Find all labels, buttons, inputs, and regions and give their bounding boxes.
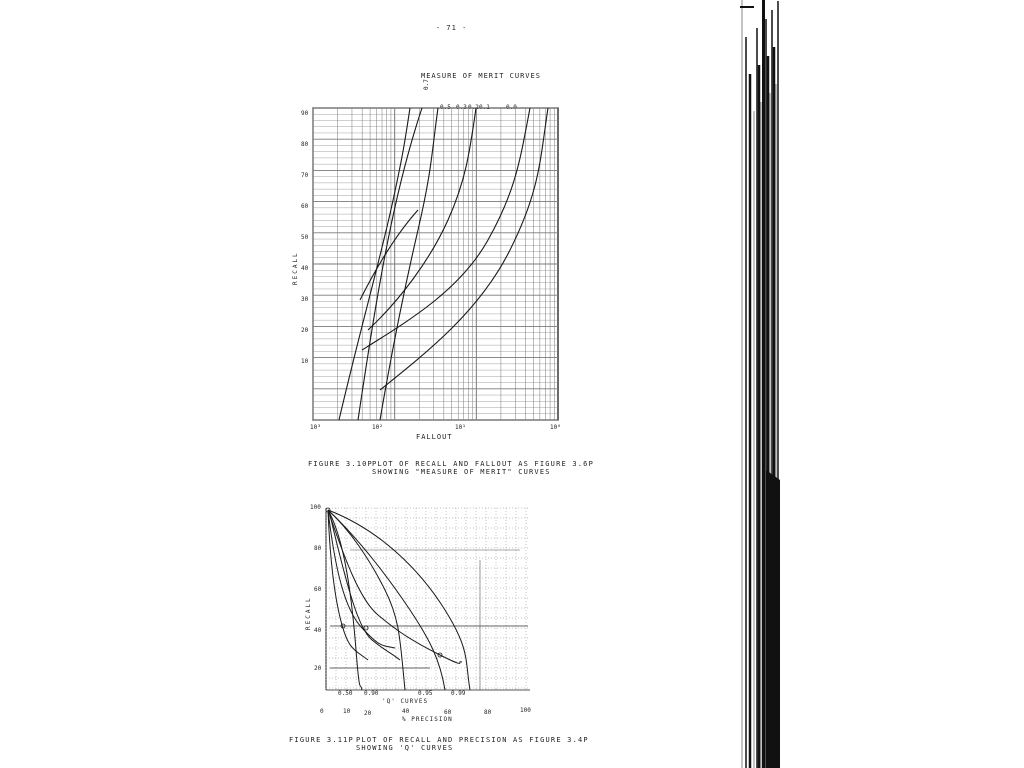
y-tick-label: 80 [301, 141, 309, 148]
bottom-y-tick-label: 20 [314, 665, 322, 672]
figure-3-11-caption-line2: SHOWING 'Q' CURVES [356, 744, 454, 752]
q-value-label: 0.99 [451, 690, 466, 697]
y-tick-label: 50 [301, 234, 309, 241]
merit-label: 0.3 [456, 104, 467, 111]
x-tick-label: 10⁰ [550, 424, 561, 431]
y-tick-label: 20 [301, 327, 309, 334]
bottom-x-tick-label: 10 [343, 708, 351, 715]
y-tick-label: 60 [301, 203, 309, 210]
top-x-axis-title: FALLOUT [416, 433, 453, 441]
bottom-y-tick-label: 100 [310, 504, 321, 511]
top-figure-heading: MEASURE OF MERIT CURVES [421, 72, 541, 80]
figure-3-10-caption-line1: PLOT OF RECALL AND FALLOUT AS FIGURE 3.6P [372, 460, 594, 468]
bottom-x-tick-label: 60 [444, 709, 452, 716]
bottom-x-tick-label: 80 [484, 709, 492, 716]
x-tick-label: 10³ [310, 424, 321, 431]
bottom-y-axis-title: RECALL [305, 596, 312, 630]
bottom-x-tick-label: 0 [320, 708, 324, 715]
figure-3-11-caption-label: FIGURE 3.11P [289, 736, 354, 744]
merit-label: 0.0 [506, 104, 517, 111]
bottom-x-axis-title: % PRECISION [402, 716, 453, 723]
figure-3-10-caption-line2: SHOWING "MEASURE OF MERIT" CURVES [372, 468, 551, 476]
q-curves-label: 'Q' CURVES [382, 698, 429, 705]
x-tick-label: 10² [372, 424, 383, 431]
top-y-axis-title: RECALL [292, 251, 299, 285]
y-tick-label: 70 [301, 172, 309, 179]
scanned-page-edge [728, 0, 788, 768]
merit-label: 0.7 [423, 79, 430, 90]
merit-label: 0.2 [468, 104, 479, 111]
page-number: - 71 - [436, 24, 468, 32]
q-value-label: 0.90 [364, 690, 379, 697]
figure-3-10-caption-label: FIGURE 3.10P [308, 460, 373, 468]
y-tick-label: 10 [301, 358, 309, 365]
bottom-x-tick-label: 40 [402, 708, 410, 715]
bottom-x-tick-label: 100 [520, 707, 531, 714]
q-value-label: 0.95 [418, 690, 433, 697]
y-tick-label: 90 [301, 110, 309, 117]
q-value-label: 0.50 [338, 690, 353, 697]
bottom-y-tick-label: 60 [314, 586, 322, 593]
merit-label: 0.5 [440, 104, 451, 111]
x-tick-label: 10¹ [455, 424, 466, 431]
bottom-y-tick-label: 80 [314, 545, 322, 552]
bottom-x-tick-label: 20 [364, 710, 372, 717]
y-tick-label: 30 [301, 296, 309, 303]
figure-3-11-caption-line1: PLOT OF RECALL AND PRECISION AS FIGURE 3.4P [356, 736, 589, 744]
y-tick-label: 40 [301, 265, 309, 272]
bottom-y-tick-label: 40 [314, 627, 322, 634]
merit-label: 0.1 [479, 104, 490, 111]
